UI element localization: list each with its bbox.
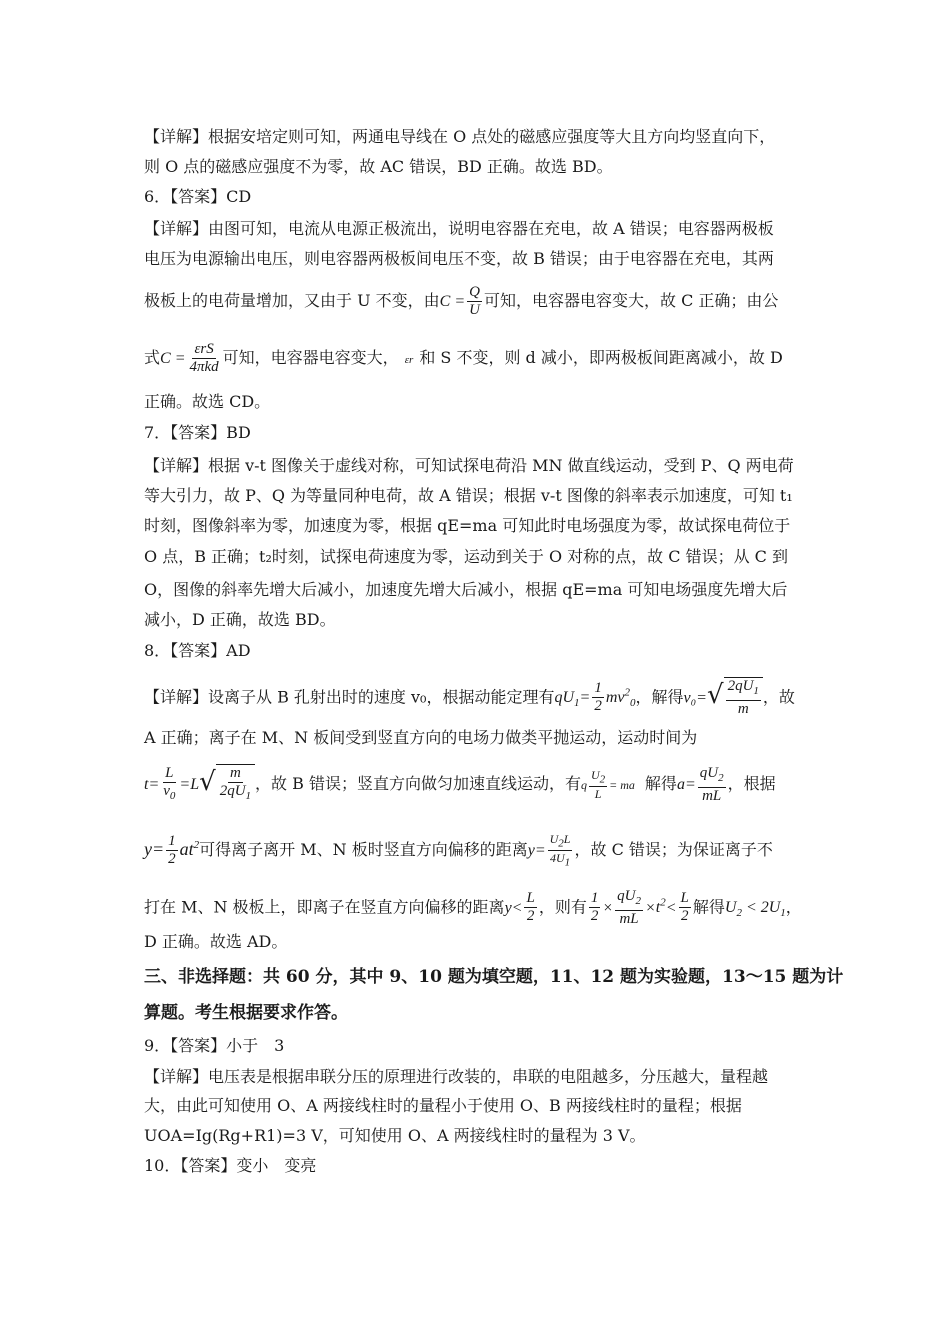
numerator (615, 888, 643, 911)
subscript: 1 (780, 907, 786, 920)
formula-y: y= (527, 842, 546, 859)
denominator: 2 (590, 908, 599, 925)
text-segment: 打在 M、N 极板上，即离子在竖直方向偏移的距离 (144, 897, 505, 917)
fraction-u2-over-l (589, 768, 607, 801)
subscript: 1 (245, 790, 252, 802)
epsilon-symbol: εr (404, 354, 414, 366)
text-line (144, 670, 795, 727)
formula-q: q (580, 778, 587, 792)
answer-9: 9．【答案】小于 3 (144, 1036, 285, 1055)
formula-part: v (163, 782, 170, 799)
text-segment: 和 S 不变，则 d 减小，即两极板间距离减小，故 D (419, 348, 783, 367)
numerator: L (680, 890, 689, 907)
subscript: 1 (564, 856, 571, 869)
formula-part: qU (699, 764, 719, 781)
equals: = (179, 776, 191, 793)
text-line: O，图像的斜率先增大后减小，加速度先增大后减小，根据 qE=ma 可知电场强度先增大后 (144, 580, 788, 599)
formula-part: < 2U (745, 899, 781, 917)
numerator: Q (469, 284, 480, 300)
answer-10: 10．【答案】变小 变亮 (144, 1156, 317, 1175)
fraction-half (166, 833, 178, 868)
formula-v0: v₀= (683, 689, 707, 707)
radical-sign: √ (199, 767, 216, 797)
formula-t2 (656, 899, 666, 916)
radicand (216, 764, 255, 805)
formula-part: 4U (549, 851, 565, 865)
formula-part: U (724, 899, 737, 917)
numerator: 1 (594, 680, 602, 697)
subscript: 2 (599, 773, 606, 786)
text-segment: 可得离子离开 M、N 板时竖直方向偏移的距离 (199, 840, 528, 859)
text-line (144, 880, 802, 937)
formula-part: t (655, 899, 661, 917)
numerator: L (526, 890, 535, 907)
text-line: 正确。故选 CD。 (144, 392, 271, 411)
text-segment: ，解得 (635, 687, 684, 707)
denominator (548, 851, 572, 869)
fraction-acceleration (615, 888, 643, 928)
text-line: 电压为电源输出电压，则电容器两极板间电压不变，故 B 错误；由于电容器在充电，其两 (144, 249, 774, 268)
text-segment: ，则有 (538, 897, 587, 917)
subscript: 2 (718, 771, 724, 784)
denominator: 2 (168, 851, 176, 867)
denominator: 2 (680, 908, 689, 925)
text-line: O 点，B 正确；t₂时刻，试探电荷速度为零，运动到关于 O 对称的点，故 C 错误；从 C 到 (144, 547, 789, 566)
fraction-deflection (548, 832, 573, 870)
denominator: U (469, 302, 480, 318)
fraction-half (592, 680, 604, 715)
formula-ma: = ma (609, 778, 635, 792)
answer-8: 8．【答案】AD (144, 641, 251, 660)
fraction (726, 678, 761, 718)
radical-sign: √ (706, 680, 724, 711)
text-segment: 式 (144, 348, 161, 367)
text-segment: ，根据 (727, 774, 776, 793)
text-line: 时刻，图像斜率为零，加速度为零，根据 qE=ma 可知此时电场强度为零，故试探电荷位于 (144, 516, 791, 535)
fraction-q-over-u (467, 284, 482, 319)
denominator: L (594, 787, 602, 802)
superscript: 2 (624, 687, 630, 699)
denominator: 4πkd (189, 359, 219, 375)
text-line: 【详解】根据 v-t 图像关于虚线对称，可知试探电荷沿 MN 做直线运动，受到 P、Q 两电荷 (144, 456, 794, 475)
formula-c: C = (439, 293, 466, 310)
text-line: 【详解】由图可知，电流从电源正极流出，说明电容器在充电，故 A 错误；电容器两极板 (144, 219, 774, 238)
subscript: 2 (558, 837, 564, 849)
denominator (161, 783, 177, 805)
text-line: 【详解】电压表是根据串联分压的原理进行改装的，串联的电阻越多，分压越大，量程越 (144, 1067, 769, 1086)
times-sign: × (644, 899, 656, 917)
formula-u2 (724, 899, 742, 920)
sqrt-expression (707, 677, 763, 718)
text-segment: ，故 C 错误；为保证离子不 (574, 840, 773, 859)
formula-part: 2qU (727, 678, 754, 695)
fraction-l-over-2 (679, 890, 691, 925)
text-line: 【详解】根据安培定则可知，两通电导线在 O 点处的磁感应强度等大且方向均竖直向下， (144, 127, 776, 146)
numerator (548, 832, 573, 851)
answer-6: 6．【答案】CD (144, 187, 252, 206)
numerator (698, 765, 726, 788)
denominator: 2 (526, 908, 535, 925)
text-line (144, 338, 783, 380)
formula-part: qU (617, 887, 636, 904)
subscript: 0 (169, 789, 176, 802)
formula-y: y= (144, 839, 165, 859)
text-line: 减小，D 正确，故选 BD。 (144, 610, 336, 629)
text-segment: 可知，电容器电容变大， (222, 348, 399, 367)
formula-y-lt: y< (504, 899, 523, 917)
numerator (726, 678, 761, 701)
fraction-capacitance (187, 341, 220, 376)
text-line: D 正确。故选 AD。 (144, 932, 288, 951)
text-line: 等大引力，故 P、Q 为等量同种电荷，故 A 错误；根据 v-t 图像的斜率表示加速度，可知 t₁ (144, 486, 793, 505)
text-line: 则 O 点的磁感应强度不为零，故 AC 错误，BD 正确。故选 BD。 (144, 157, 613, 176)
formula-part: mv (605, 689, 625, 707)
text-segment: ， (785, 897, 802, 917)
less-than: < (665, 899, 677, 917)
text-segment: ，故 B 错误；竖直方向做匀加速直线运动，有 (255, 774, 581, 793)
subscript: 1 (574, 697, 580, 710)
text-segment: 【详解】设离子从 B 孔射出时的速度 v₀，根据动能定理有 (144, 687, 555, 707)
formula-part: at (179, 839, 194, 859)
text-line (144, 281, 778, 322)
numerator (589, 768, 607, 787)
times-sign: × (602, 899, 614, 917)
formula-part: L (563, 831, 571, 846)
text-segment: 解得 (644, 774, 677, 793)
text-segment: 可知，电容器电容变大，故 C 正确；由公 (483, 291, 779, 310)
sqrt-expression (199, 764, 255, 805)
subscript: 1 (753, 685, 759, 698)
answer-7: 7．【答案】BD (144, 423, 251, 442)
text-line (144, 822, 773, 874)
formula-l: L (190, 776, 200, 793)
equals: = (579, 689, 591, 707)
formula-at2 (180, 839, 200, 859)
formula-a: a= (676, 776, 696, 793)
formula-part: U (549, 831, 559, 846)
denominator: mL (702, 787, 722, 804)
fraction-acceleration (698, 765, 726, 805)
text-line: 大，由此可知使用 O、A 两接线柱时的量程小于使用 O、B 两接线柱时的量程；根据 (144, 1096, 742, 1115)
text-line (144, 760, 776, 809)
formula-part: 2qU (219, 783, 246, 799)
section-heading: 算题。考生根据要求作答。 (144, 1003, 348, 1023)
formula-qu1 (554, 689, 591, 710)
formula-inequality (745, 899, 786, 920)
fraction-l-over-2 (524, 890, 536, 925)
numerator: 1 (590, 890, 599, 907)
text-segment: ，故 (762, 687, 795, 707)
subscript: 0 (630, 697, 636, 710)
numerator: m (229, 765, 241, 781)
text-segment: 解得 (692, 897, 725, 917)
numerator: εrS (194, 341, 214, 357)
formula-c: C = (160, 350, 186, 367)
fraction (218, 765, 253, 805)
subscript: 2 (635, 894, 641, 907)
text-segment: 极板上的电荷量增加，又由于 U 不变，由 (144, 291, 440, 310)
formula-t: t= (144, 776, 160, 793)
fraction-l-over-v0 (161, 765, 177, 805)
denominator: m (737, 701, 749, 718)
formula-part: U (590, 767, 600, 782)
fraction-half (589, 890, 601, 925)
radicand (724, 677, 763, 718)
denominator: mL (619, 910, 639, 927)
superscript: 2 (193, 839, 200, 851)
formula-part: qU (554, 689, 575, 707)
denominator: 2 (594, 698, 602, 715)
subscript: 2 (736, 907, 742, 920)
formula-mv (605, 687, 636, 710)
numerator: 1 (168, 833, 176, 849)
denominator (218, 783, 253, 805)
text-line: UOA=Ig(Rg+R1)=3 V，可知使用 O、A 两接线柱时的量程为 3 V。 (144, 1126, 646, 1145)
numerator: L (165, 764, 174, 781)
section-heading: 三、非选择题：共 60 分，其中 9、10 题为填空题，11、12 题为实验题，13～15 题为计 (144, 967, 844, 987)
superscript: 2 (660, 897, 666, 909)
text-line: A 正确；离子在 M、N 板间受到竖直方向的电场力做类平抛运动，运动时间为 (144, 728, 698, 747)
